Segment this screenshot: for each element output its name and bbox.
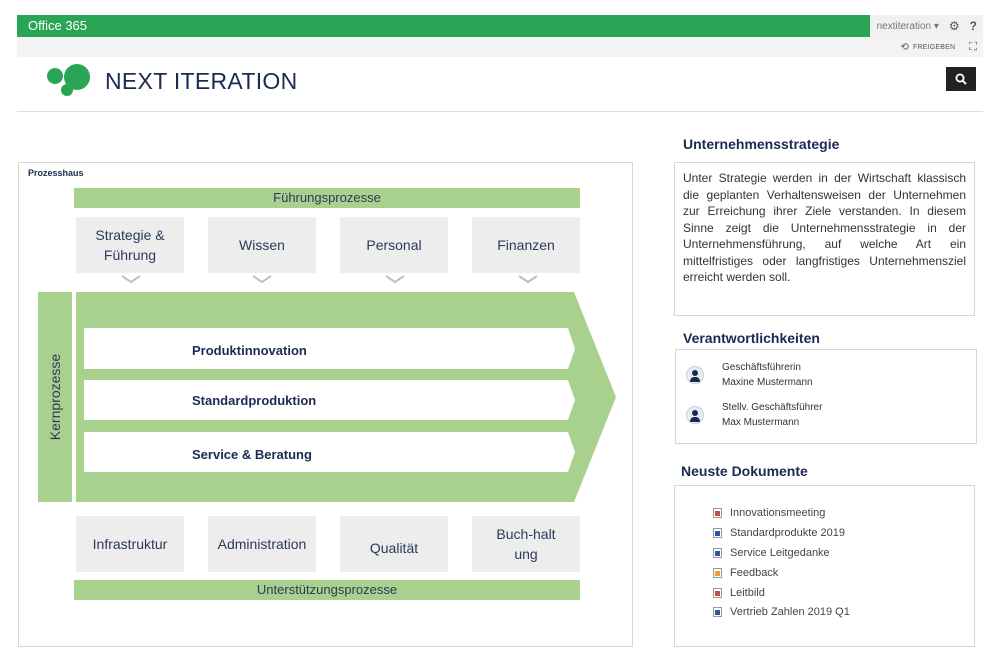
- label-standardproduktion[interactable]: Standardproduktion: [192, 393, 317, 408]
- fuehrungsprozesse-band[interactable]: Führungsprozesse: [74, 188, 580, 208]
- word-file-icon: [713, 607, 722, 617]
- search-button[interactable]: [946, 67, 976, 91]
- strategy-heading: Unternehmensstrategie: [683, 136, 840, 152]
- document-link[interactable]: [713, 567, 778, 579]
- person-details: [722, 360, 813, 390]
- box-buchhaltung[interactable]: Buch-haltung: [472, 516, 580, 572]
- prozesshaus-panel: [18, 162, 633, 647]
- document-link[interactable]: [713, 507, 825, 519]
- person-name: Max Mustermann: [722, 417, 800, 428]
- search-icon: [955, 73, 967, 85]
- command-ribbon: [17, 37, 983, 57]
- unterstuetzungsprozesse-band[interactable]: Unterstützungsprozesse: [74, 580, 580, 600]
- document-link[interactable]: [713, 587, 765, 599]
- document-title: Service Leitgedanke: [730, 547, 830, 559]
- document-link[interactable]: [713, 606, 850, 618]
- kernprozesse-label: Kernprozesse: [47, 353, 63, 441]
- prozesshaus-title: Prozesshaus: [28, 168, 84, 178]
- box-wissen[interactable]: Wissen: [208, 217, 316, 273]
- box-personal[interactable]: Personal: [340, 217, 448, 273]
- person-details: [722, 400, 822, 430]
- kern-row-service-beratung: [84, 432, 575, 472]
- label-service-beratung[interactable]: Service & Beratung: [192, 447, 312, 462]
- document-title: Leitbild: [730, 587, 765, 599]
- gear-icon[interactable]: ⚙: [948, 19, 960, 33]
- document-title: Standardprodukte 2019: [730, 527, 845, 539]
- box-finanzen[interactable]: Finanzen: [472, 217, 580, 273]
- pdf-file-icon: [713, 508, 722, 518]
- document-link[interactable]: [713, 547, 830, 559]
- suite-bar-actions: [870, 15, 983, 37]
- chevron-down-icon: [251, 274, 273, 284]
- box-administration[interactable]: Administration: [208, 516, 316, 572]
- chevron-down-icon: [517, 274, 539, 284]
- suite-bar: [17, 15, 983, 37]
- box-strategie-fuehrung[interactable]: Strategie & Führung: [76, 217, 184, 273]
- user-menu[interactable]: nextiteration ▾: [876, 20, 939, 32]
- responsibilities-heading: Verantwortlichkeiten: [683, 330, 820, 346]
- person-entry[interactable]: [686, 400, 822, 430]
- focus-mode-icon[interactable]: ⛶: [969, 40, 977, 53]
- person-role: Stellv. Geschäftsführer: [722, 402, 823, 413]
- chevron-down-icon: [120, 274, 142, 284]
- person-icon: [686, 366, 704, 384]
- responsibilities-box: [675, 349, 977, 444]
- site-title[interactable]: NEXT ITERATION: [105, 68, 298, 94]
- chevron-down-icon: [384, 274, 406, 284]
- label-produktinnovation[interactable]: Produktinnovation: [192, 343, 307, 358]
- document-title: Innovationsmeeting: [730, 507, 826, 519]
- kernprozesse-arrow: [76, 292, 618, 502]
- kern-row-standardproduktion: [84, 380, 575, 420]
- word-file-icon: [713, 528, 722, 538]
- kernprozesse-band[interactable]: [38, 292, 72, 502]
- logo-dot-bottom: [61, 84, 73, 96]
- document-link[interactable]: [713, 527, 845, 539]
- document-title: Vertrieb Zahlen 2019 Q1: [730, 606, 850, 618]
- box-qualitaet[interactable]: Qualität: [340, 516, 448, 572]
- share-label: FREIGEBEN: [913, 43, 956, 51]
- strategy-text: Unter Strategie werden in der Wirtschaft klassisch die geplanten Verhaltensweisen der Unternehmen zur Erreichung ihrer Ziele verstanden. In diesem Sinne zeigt die Unternehmensstrategie in der Unternehmensführung, auf welche Art ein mittelfristiges oder langfristiges Unternehmensziel erreicht werden soll.: [683, 171, 966, 284]
- document-title: Feedback: [730, 567, 779, 579]
- office-365-brand[interactable]: Office 365: [17, 15, 870, 37]
- documents-box: [674, 485, 975, 647]
- pdf-file-icon: [713, 588, 722, 598]
- person-role: Geschäftsführerin: [722, 362, 801, 373]
- share-icon: ⟲: [900, 41, 910, 53]
- documents-heading: Neuste Dokumente: [681, 463, 808, 479]
- strategy-box: [674, 162, 975, 316]
- help-icon[interactable]: ?: [969, 19, 977, 33]
- user-name: nextiteration: [876, 20, 932, 32]
- share-button[interactable]: [900, 42, 955, 53]
- site-logo[interactable]: [47, 64, 91, 96]
- box-infrastruktur[interactable]: Infrastruktur: [76, 516, 184, 572]
- image-file-icon: [713, 568, 722, 578]
- person-name: Maxine Mustermann: [722, 377, 813, 388]
- person-entry[interactable]: [686, 360, 813, 390]
- word-file-icon: [713, 548, 722, 558]
- person-icon: [686, 406, 704, 424]
- kern-row-produktinnovation: [84, 328, 575, 369]
- logo-dot-small: [47, 68, 63, 84]
- site-header: [17, 57, 983, 112]
